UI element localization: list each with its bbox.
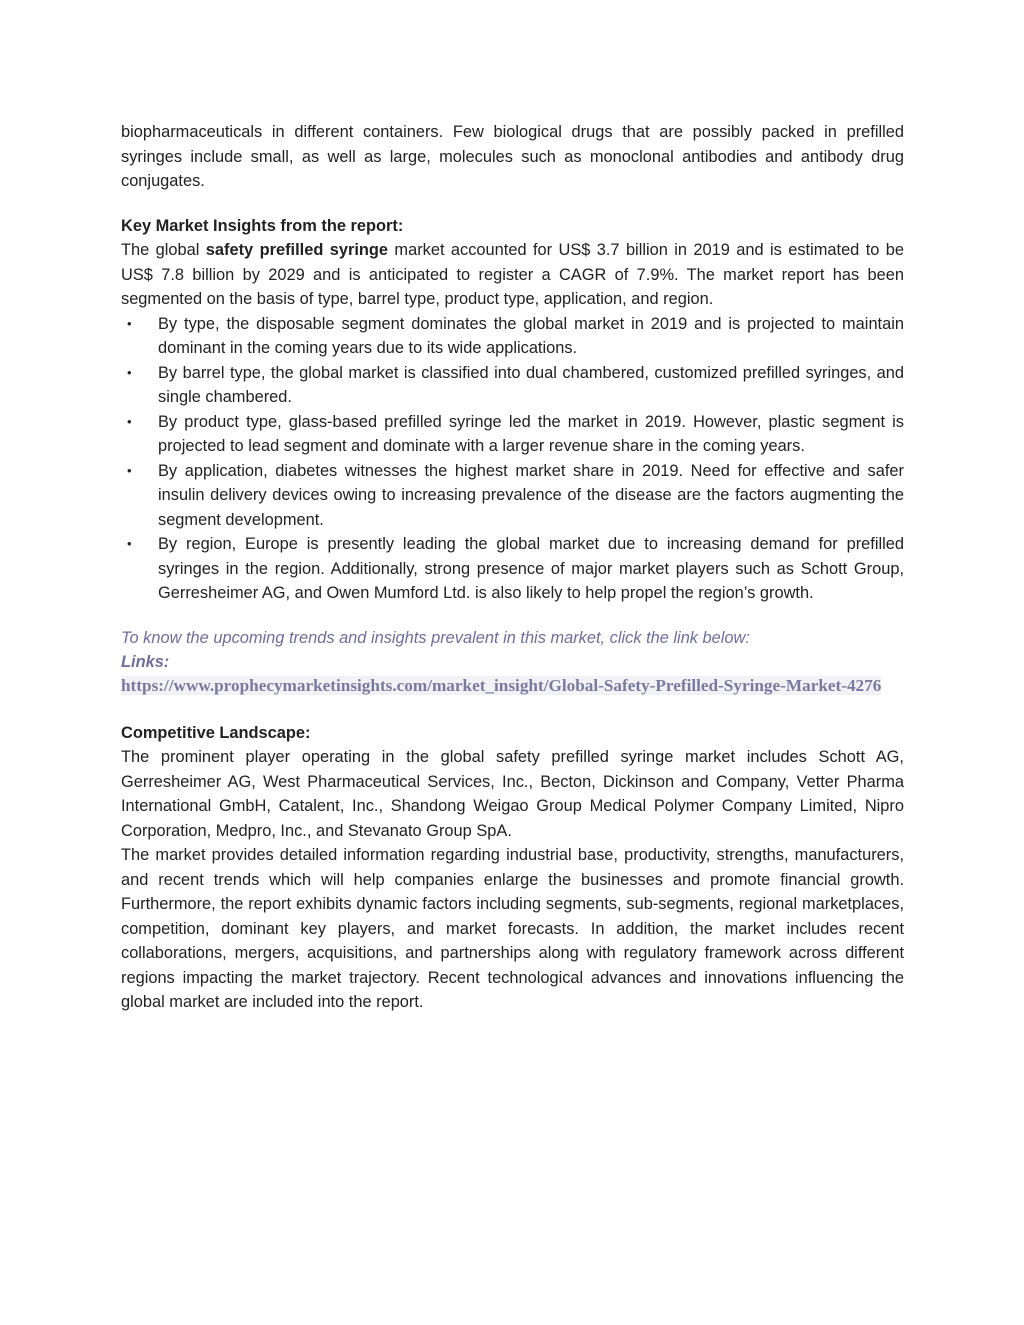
- bullet-text: By barrel type, the global market is classified into dual chambered, customized prefilled syringes, and single chambered.: [158, 363, 904, 406]
- spacer: [121, 697, 904, 721]
- links-label: Links:: [121, 653, 170, 671]
- cta-text: To know the upcoming trends and insights prevalent in this market, click the link below:: [121, 628, 750, 647]
- bullet-text: By application, diabetes witnesses the highest market share in 2019. Need for effective and safer insulin delivery devices owing to increasing prevalence of the disease are the factors augmenting the segment development.: [158, 461, 904, 529]
- bullet-text: By type, the disposable segment dominates the global market in 2019 and is projected to maintain dominant in the coming years due to its wide applications.: [158, 314, 904, 357]
- report-link-text[interactable]: https://www.prophecymarketinsights.com/market_insight/Global-Safety-Prefilled-Syringe-Market-4276: [121, 675, 882, 695]
- competitive-paragraph-1: The prominent player operating in the global safety prefilled syringe market includes Schott AG, Gerresheimer AG, West Pharmaceutical Services, Inc., Becton, Dickinson and Company, Vetter Pharma International GmbH, Catalent, Inc., Shandong Weigao Group Medical Polymer Company Limited, Nipro Corporation, Medpro, Inc., and Stevanato Group SpA.: [121, 748, 904, 840]
- key-insights-heading: Key Market Insights from the report:: [121, 216, 404, 235]
- lead-bold-term: safety prefilled syringe: [205, 241, 389, 259]
- lead-text-end: market accounted for US$ 3.7 billion in 2019 and is estimated to be US$ 7.8 billion by 2029 and is anticipated to register a CAGR of 7.9%. The market report has been segmented on the basis of type, barrel type, product type, application, and region.: [121, 241, 904, 308]
- competitive-paragraph-2: The market provides detailed information regarding industrial base, productivity, strengths, manufacturers, and recent trends which will help companies enlarge the businesses and promote financial growth. Furthermore, the report exhibits dynamic factors including segments, sub-segments, regional marketplaces, competition, dominant key players, and market forecasts. In addition, the market includes recent collaborations, mergers, acquisitions, and partnerships along with regulatory framework across different regions impacting the market trajectory. Recent technological advances and innovations influencing the global market are included into the report.: [121, 846, 904, 1011]
- insights-bullet-list: [121, 312, 904, 606]
- bullet-text: By product type, glass-based prefilled syringe led the market in 2019. However, plastic segment is projected to lead segment and dominate with a larger revenue share in the coming years.: [158, 412, 904, 455]
- lead-text-start: The global: [121, 241, 206, 259]
- bullet-icon: •: [127, 315, 132, 331]
- spacer: [121, 606, 904, 626]
- list-item: [121, 312, 904, 361]
- list-item: [121, 532, 904, 606]
- bullet-icon: •: [127, 364, 132, 380]
- list-item: [121, 410, 904, 459]
- bullet-icon: •: [127, 536, 132, 551]
- bullet-icon: •: [127, 413, 132, 429]
- spacer: [121, 194, 904, 214]
- report-link[interactable]: [121, 675, 904, 697]
- bullet-text: By region, Europe is presently leading the global market due to increasing demand for prefilled syringes in the region. Additionally, strong presence of major market players such as Schott Group, Gerresheimer AG, and Owen Mumford Ltd. is also likely to help propel the region’s growth.: [158, 535, 904, 602]
- list-item: [121, 361, 904, 410]
- intro-paragraph: biopharmaceuticals in different containers. Few biological drugs that are possibly packed in prefilled syringes include small, as well as large, molecules such as monoclonal antibodies and antibody drug conjugates.: [121, 123, 904, 190]
- list-item: [121, 459, 904, 533]
- insights-lead-paragraph: [121, 238, 904, 312]
- bullet-icon: •: [127, 462, 132, 478]
- document-page: [121, 120, 904, 1015]
- competitive-landscape-heading: Competitive Landscape:: [121, 723, 311, 742]
